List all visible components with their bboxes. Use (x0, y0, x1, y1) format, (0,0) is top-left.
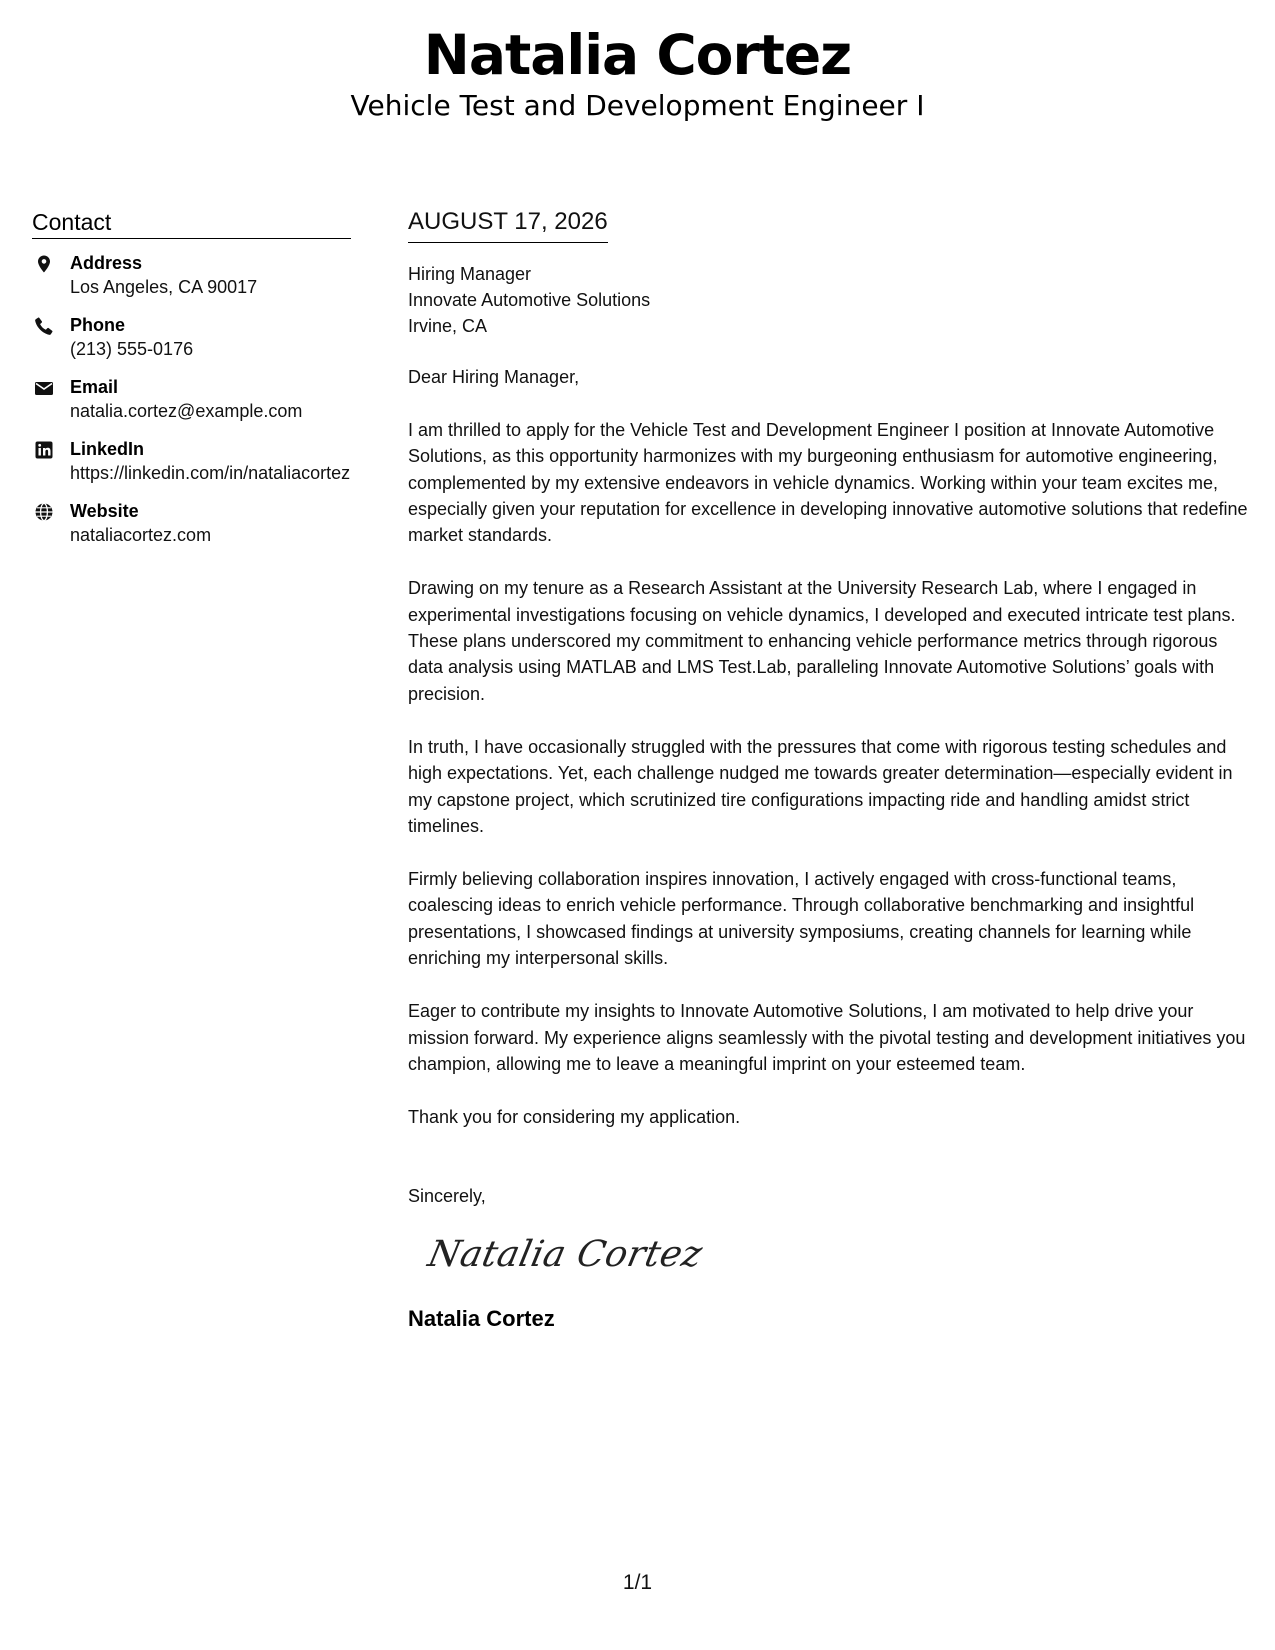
contact-label: Address (70, 253, 143, 273)
map-pin-icon (34, 254, 54, 274)
recipient-location: Irvine, CA (408, 316, 488, 336)
globe-icon (34, 502, 54, 522)
phone-value: (213) 555-0176 (70, 339, 194, 359)
signer-name: Natalia Cortez (408, 1306, 555, 1332)
body-paragraph: In truth, I have occasionally struggled with the pressures that come with rigorous testing schedules and high expectations. Yet, each challenge nudged me towards greater determination—especially evident in my capstone project, which scrutinized tire configurations impacting ride and handling amidst strict timelines. (408, 736, 1233, 836)
contact-list (32, 251, 351, 548)
letter-header (0, 22, 1275, 124)
page-number: 1/1 (622, 1571, 653, 1594)
applicant-name: Natalia Cortez (423, 23, 852, 87)
signoff: Sincerely, (408, 1186, 486, 1207)
contact-label: Email (70, 377, 119, 397)
address-value: Los Angeles, CA 90017 (70, 277, 258, 297)
contact-sidebar (32, 208, 351, 561)
recipient-name: Hiring Manager (408, 264, 532, 284)
letter-body (408, 206, 1248, 1333)
body-paragraph: Eager to contribute my insights to Innovate Automotive Solutions, I am motivated to help drive your mission forward. My experience aligns seamlessly with the pivotal testing and development initiatives you champion, allowing me to leave a meaningful imprint on your esteemed team. (408, 1001, 1246, 1074)
linkedin-value[interactable]: https://linkedin.com/in/nataliacortez (70, 463, 351, 483)
body-paragraph: I am thrilled to apply for the Vehicle Test and Development Engineer I position at Innovate Automotive Solutions, as this opportunity harmonizes with my burgeoning enthusiasm for automotive engineering, complemented by my extensive endeavors in vehicle dynamics. Working within your team excites me, especially given your reputation for excellence in developing innovative automotive solutions that redefine market standards. (408, 420, 1248, 546)
contact-heading: Contact (32, 208, 351, 239)
contact-item-phone (32, 313, 351, 362)
contact-item-linkedin (32, 437, 351, 486)
linkedin-icon (34, 440, 54, 460)
body-paragraph: Firmly believing collaboration inspires innovation, I actively engaged with cross-functional teams, coalescing ideas to enrich vehicle performance. Through collaborative benchmarking and insightful presentations, I showcased findings at university symposiums, creating channels for learning while enriching my interpersonal skills. (408, 869, 1195, 969)
body-paragraph: Drawing on my tenure as a Research Assistant at the University Research Lab, where I engaged in experimental investigations focusing on vehicle dynamics, I developed and executed intricate test plans. These plans underscored my commitment to enhancing vehicle performance metrics through rigorous data analysis using MATLAB and LMS Test.Lab, paralleling Innovate Automotive Solutions’ goals with precision. (408, 578, 1236, 704)
contact-item-email (32, 375, 351, 424)
contact-label: Website (70, 501, 139, 521)
contact-label: Phone (70, 315, 126, 335)
contact-label: LinkedIn (70, 439, 145, 459)
email-value[interactable]: natalia.cortez@example.com (70, 401, 303, 421)
recipient-block (408, 261, 1248, 339)
salutation: Dear Hiring Manager, (408, 367, 580, 387)
handwritten-signature: Natalia Cortez (424, 1234, 707, 1276)
phone-icon (34, 316, 54, 336)
closing-thanks: Thank you for considering my application. (408, 1107, 741, 1128)
recipient-company: Innovate Automotive Solutions (408, 290, 651, 310)
envelope-icon (34, 378, 54, 398)
contact-item-address (32, 251, 351, 300)
website-value[interactable]: nataliacortez.com (70, 525, 212, 545)
contact-item-website (32, 499, 351, 548)
applicant-job-title: Vehicle Test and Development Engineer I (350, 89, 925, 122)
letter-date: AUGUST 17, 2026 (408, 206, 608, 243)
